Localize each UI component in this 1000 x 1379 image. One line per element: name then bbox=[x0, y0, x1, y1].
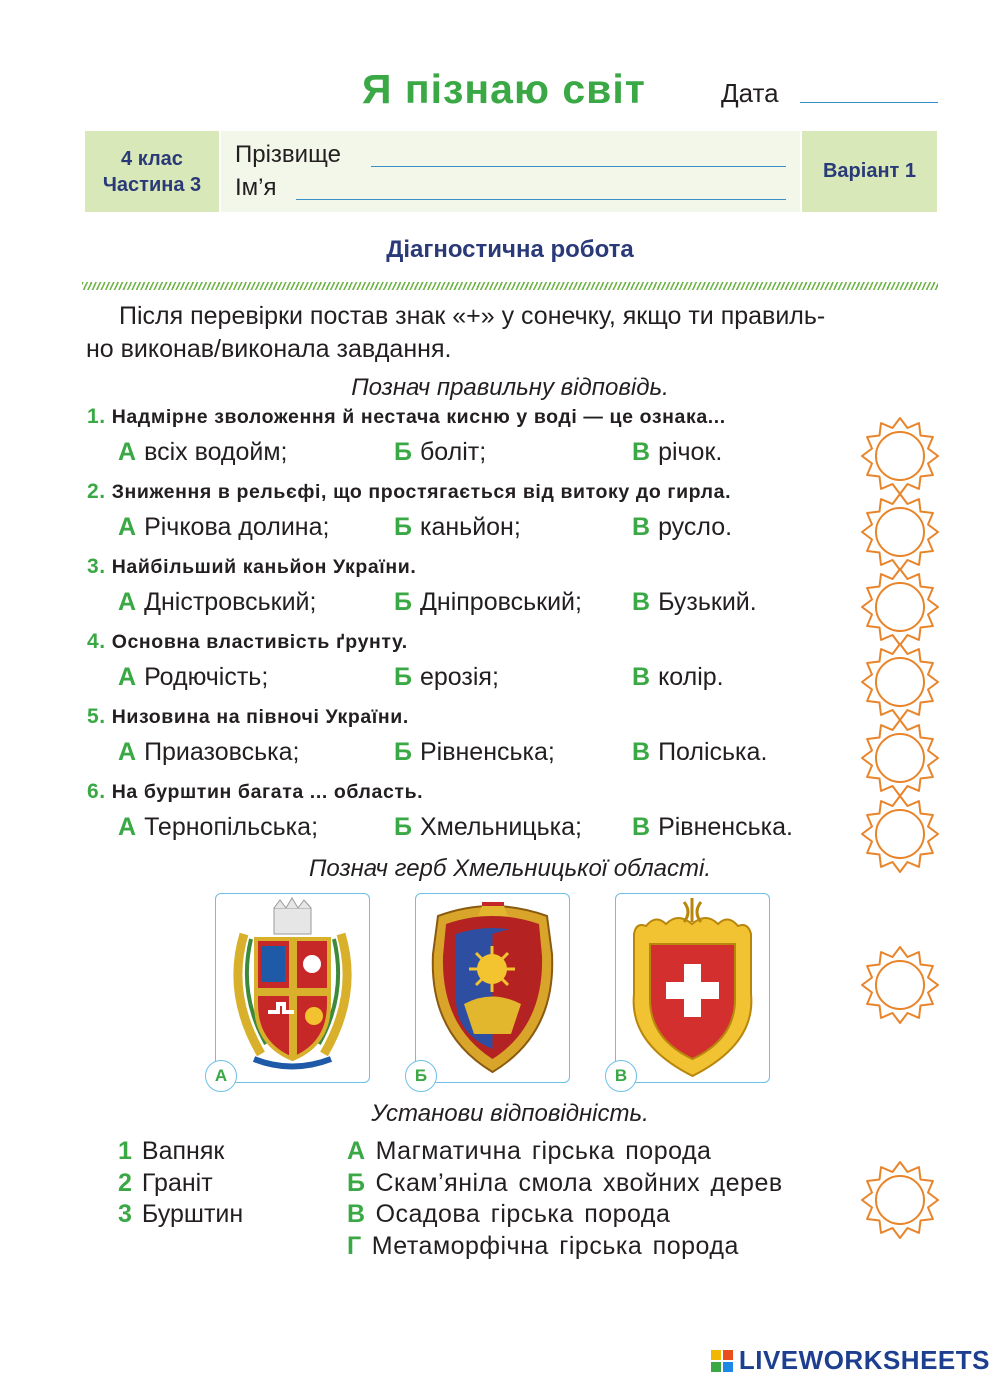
option-letter: Б bbox=[394, 738, 412, 766]
surname-label: Прізвище bbox=[235, 141, 341, 168]
option-letter: А bbox=[118, 663, 137, 691]
answer-option[interactable] bbox=[394, 588, 582, 617]
surname-field[interactable] bbox=[371, 166, 786, 167]
coat-letter-v[interactable]: В bbox=[605, 1060, 637, 1092]
date-label: Дата bbox=[721, 78, 779, 108]
option-letter: В bbox=[632, 513, 651, 541]
question-6 bbox=[87, 780, 423, 804]
section-title: Діагностична робота bbox=[386, 236, 634, 263]
option-text: Бузький. bbox=[658, 588, 757, 616]
coat-letter-a[interactable]: А bbox=[205, 1060, 237, 1092]
question-number: 4. bbox=[87, 630, 106, 653]
match-right-list bbox=[347, 1137, 783, 1263]
option-letter: Б bbox=[394, 438, 412, 466]
answer-option[interactable] bbox=[394, 438, 486, 467]
question-number: 5. bbox=[87, 705, 106, 728]
question-number: 6. bbox=[87, 780, 106, 803]
task1-heading: Познач правильну відповідь. bbox=[351, 374, 669, 401]
option-text: каньйон; bbox=[419, 513, 521, 541]
answer-option[interactable] bbox=[118, 738, 299, 767]
question-text: Найбільший каньйон України. bbox=[111, 556, 417, 578]
question-number: 3. bbox=[87, 555, 106, 578]
question-number: 2. bbox=[87, 480, 106, 503]
rivne-city-coat-icon bbox=[616, 894, 769, 1082]
answer-option[interactable] bbox=[118, 588, 316, 617]
question-4 bbox=[87, 630, 408, 654]
answer-option[interactable] bbox=[394, 663, 499, 692]
option-letter: А bbox=[118, 588, 137, 616]
answer-option[interactable] bbox=[394, 513, 521, 542]
option-letter: В bbox=[632, 663, 651, 691]
coat-option-a[interactable] bbox=[215, 893, 370, 1083]
option-text: Рівненська. bbox=[658, 813, 793, 841]
option-text: колір. bbox=[658, 663, 724, 691]
option-letter: В bbox=[632, 438, 651, 466]
intro-line-1: Після перевірки постав знак «+» у сонечку, якщо ти правиль- bbox=[119, 302, 826, 330]
question-3 bbox=[87, 555, 416, 579]
page-title: Я пізнаю світ bbox=[362, 66, 646, 112]
grade-label: 4 клас bbox=[121, 148, 183, 170]
option-letter: Б bbox=[394, 588, 412, 616]
match-left-item[interactable]: 2 Граніт bbox=[118, 1168, 213, 1197]
logo-blocks-icon bbox=[711, 1350, 733, 1372]
answer-option[interactable] bbox=[118, 513, 329, 542]
sun-checkbox-icon[interactable] bbox=[860, 642, 940, 722]
question-1 bbox=[87, 405, 726, 429]
match-left-list bbox=[118, 1137, 243, 1232]
answer-option[interactable] bbox=[632, 738, 767, 767]
option-text: Річкова долина; bbox=[144, 513, 330, 541]
variant-box: Варіант 1 bbox=[802, 131, 937, 212]
answer-option[interactable] bbox=[394, 738, 555, 767]
option-letter: А bbox=[118, 438, 137, 466]
match-left-item[interactable]: 1 Вапняк bbox=[118, 1137, 225, 1165]
question-5 bbox=[87, 705, 409, 729]
match-right-item[interactable]: В Осадова гірська порода bbox=[347, 1200, 671, 1228]
divider bbox=[82, 282, 938, 290]
question-text: Зниження в рельєфі, що простягається від витоку до гирла. bbox=[111, 481, 732, 503]
answer-option[interactable] bbox=[632, 588, 757, 617]
question-text: Основна властивість ґрунту. bbox=[111, 631, 408, 653]
option-letter: Б bbox=[394, 513, 412, 541]
coat-option-v[interactable] bbox=[615, 893, 770, 1083]
name-box bbox=[221, 131, 800, 212]
option-text: Приазовська; bbox=[144, 738, 300, 766]
answer-option[interactable] bbox=[118, 438, 288, 467]
option-text: ерозія; bbox=[419, 663, 499, 691]
answer-option[interactable] bbox=[118, 813, 318, 842]
intro-text bbox=[86, 300, 938, 366]
rivne-oblast-coat-icon bbox=[216, 894, 369, 1082]
option-text: Тернопільська; bbox=[144, 813, 319, 841]
sun-checkbox-icon[interactable] bbox=[860, 945, 940, 1025]
answer-option[interactable] bbox=[632, 813, 793, 842]
option-letter: А bbox=[118, 738, 137, 766]
option-letter: Б bbox=[394, 813, 412, 841]
task2-heading: Познач герб Хмельницької області. bbox=[308, 855, 712, 882]
match-left-item[interactable]: 3 Бурштин bbox=[118, 1200, 244, 1228]
name-label: Ім’я bbox=[235, 174, 277, 201]
answer-option[interactable] bbox=[394, 813, 582, 842]
match-right-item[interactable]: А Магматична гірська порода bbox=[347, 1137, 712, 1165]
match-right-item[interactable]: Г Метаморфічна гірська порода bbox=[347, 1231, 739, 1260]
intro-line-2: но виконав/виконала завдання. bbox=[86, 335, 452, 363]
answer-option[interactable] bbox=[632, 513, 732, 542]
match-right-item[interactable]: Б Скам’яніла смола хвойних дерев bbox=[347, 1168, 783, 1197]
option-letter: В bbox=[632, 738, 651, 766]
khmelnytskyi-oblast-coat-icon bbox=[416, 894, 569, 1082]
option-text: боліт; bbox=[419, 438, 487, 466]
date-field[interactable] bbox=[800, 102, 938, 103]
option-letter: Б bbox=[394, 663, 412, 691]
answer-option[interactable] bbox=[118, 663, 268, 692]
grade-box bbox=[85, 131, 219, 212]
option-text: Рівненська; bbox=[419, 738, 555, 766]
option-text: Родючість; bbox=[144, 663, 269, 691]
option-letter: А bbox=[118, 513, 137, 541]
option-text: річок. bbox=[658, 438, 723, 466]
question-text: На бурштин багата ... область. bbox=[111, 781, 424, 803]
coat-letter-b[interactable]: Б bbox=[405, 1060, 437, 1092]
option-text: Дністровський; bbox=[144, 588, 317, 616]
question-text: Надмірне зволоження й нестача кисню у воді — це ознака... bbox=[111, 406, 726, 428]
liveworksheets-logo: LIVEWORKSHEETS bbox=[711, 1345, 990, 1376]
option-letter: А bbox=[118, 813, 137, 841]
option-letter: В bbox=[632, 588, 651, 616]
sun-checkbox-icon[interactable] bbox=[860, 492, 940, 572]
option-letter: В bbox=[632, 813, 651, 841]
option-text: русло. bbox=[658, 513, 733, 541]
answer-option[interactable] bbox=[632, 663, 724, 692]
option-text: Поліська. bbox=[658, 738, 768, 766]
sun-checkbox-icon[interactable] bbox=[860, 1160, 940, 1240]
part-label: Частина 3 bbox=[102, 174, 202, 196]
sun-checkbox-icon[interactable] bbox=[860, 567, 940, 647]
question-number: 1. bbox=[87, 405, 106, 428]
option-text: всіх водойм; bbox=[144, 438, 288, 466]
question-2 bbox=[87, 480, 731, 504]
task3-heading: Установи відповідність. bbox=[371, 1100, 649, 1127]
sun-checkbox-icon[interactable] bbox=[860, 416, 940, 496]
sun-checkbox-icon[interactable] bbox=[860, 718, 940, 798]
answer-option[interactable] bbox=[632, 438, 722, 467]
option-text: Дніпровський; bbox=[419, 588, 582, 616]
question-text: Низовина на півночі України. bbox=[111, 706, 409, 728]
coat-option-b[interactable] bbox=[415, 893, 570, 1083]
option-text: Хмельницька; bbox=[419, 813, 582, 841]
name-field[interactable] bbox=[296, 199, 786, 200]
